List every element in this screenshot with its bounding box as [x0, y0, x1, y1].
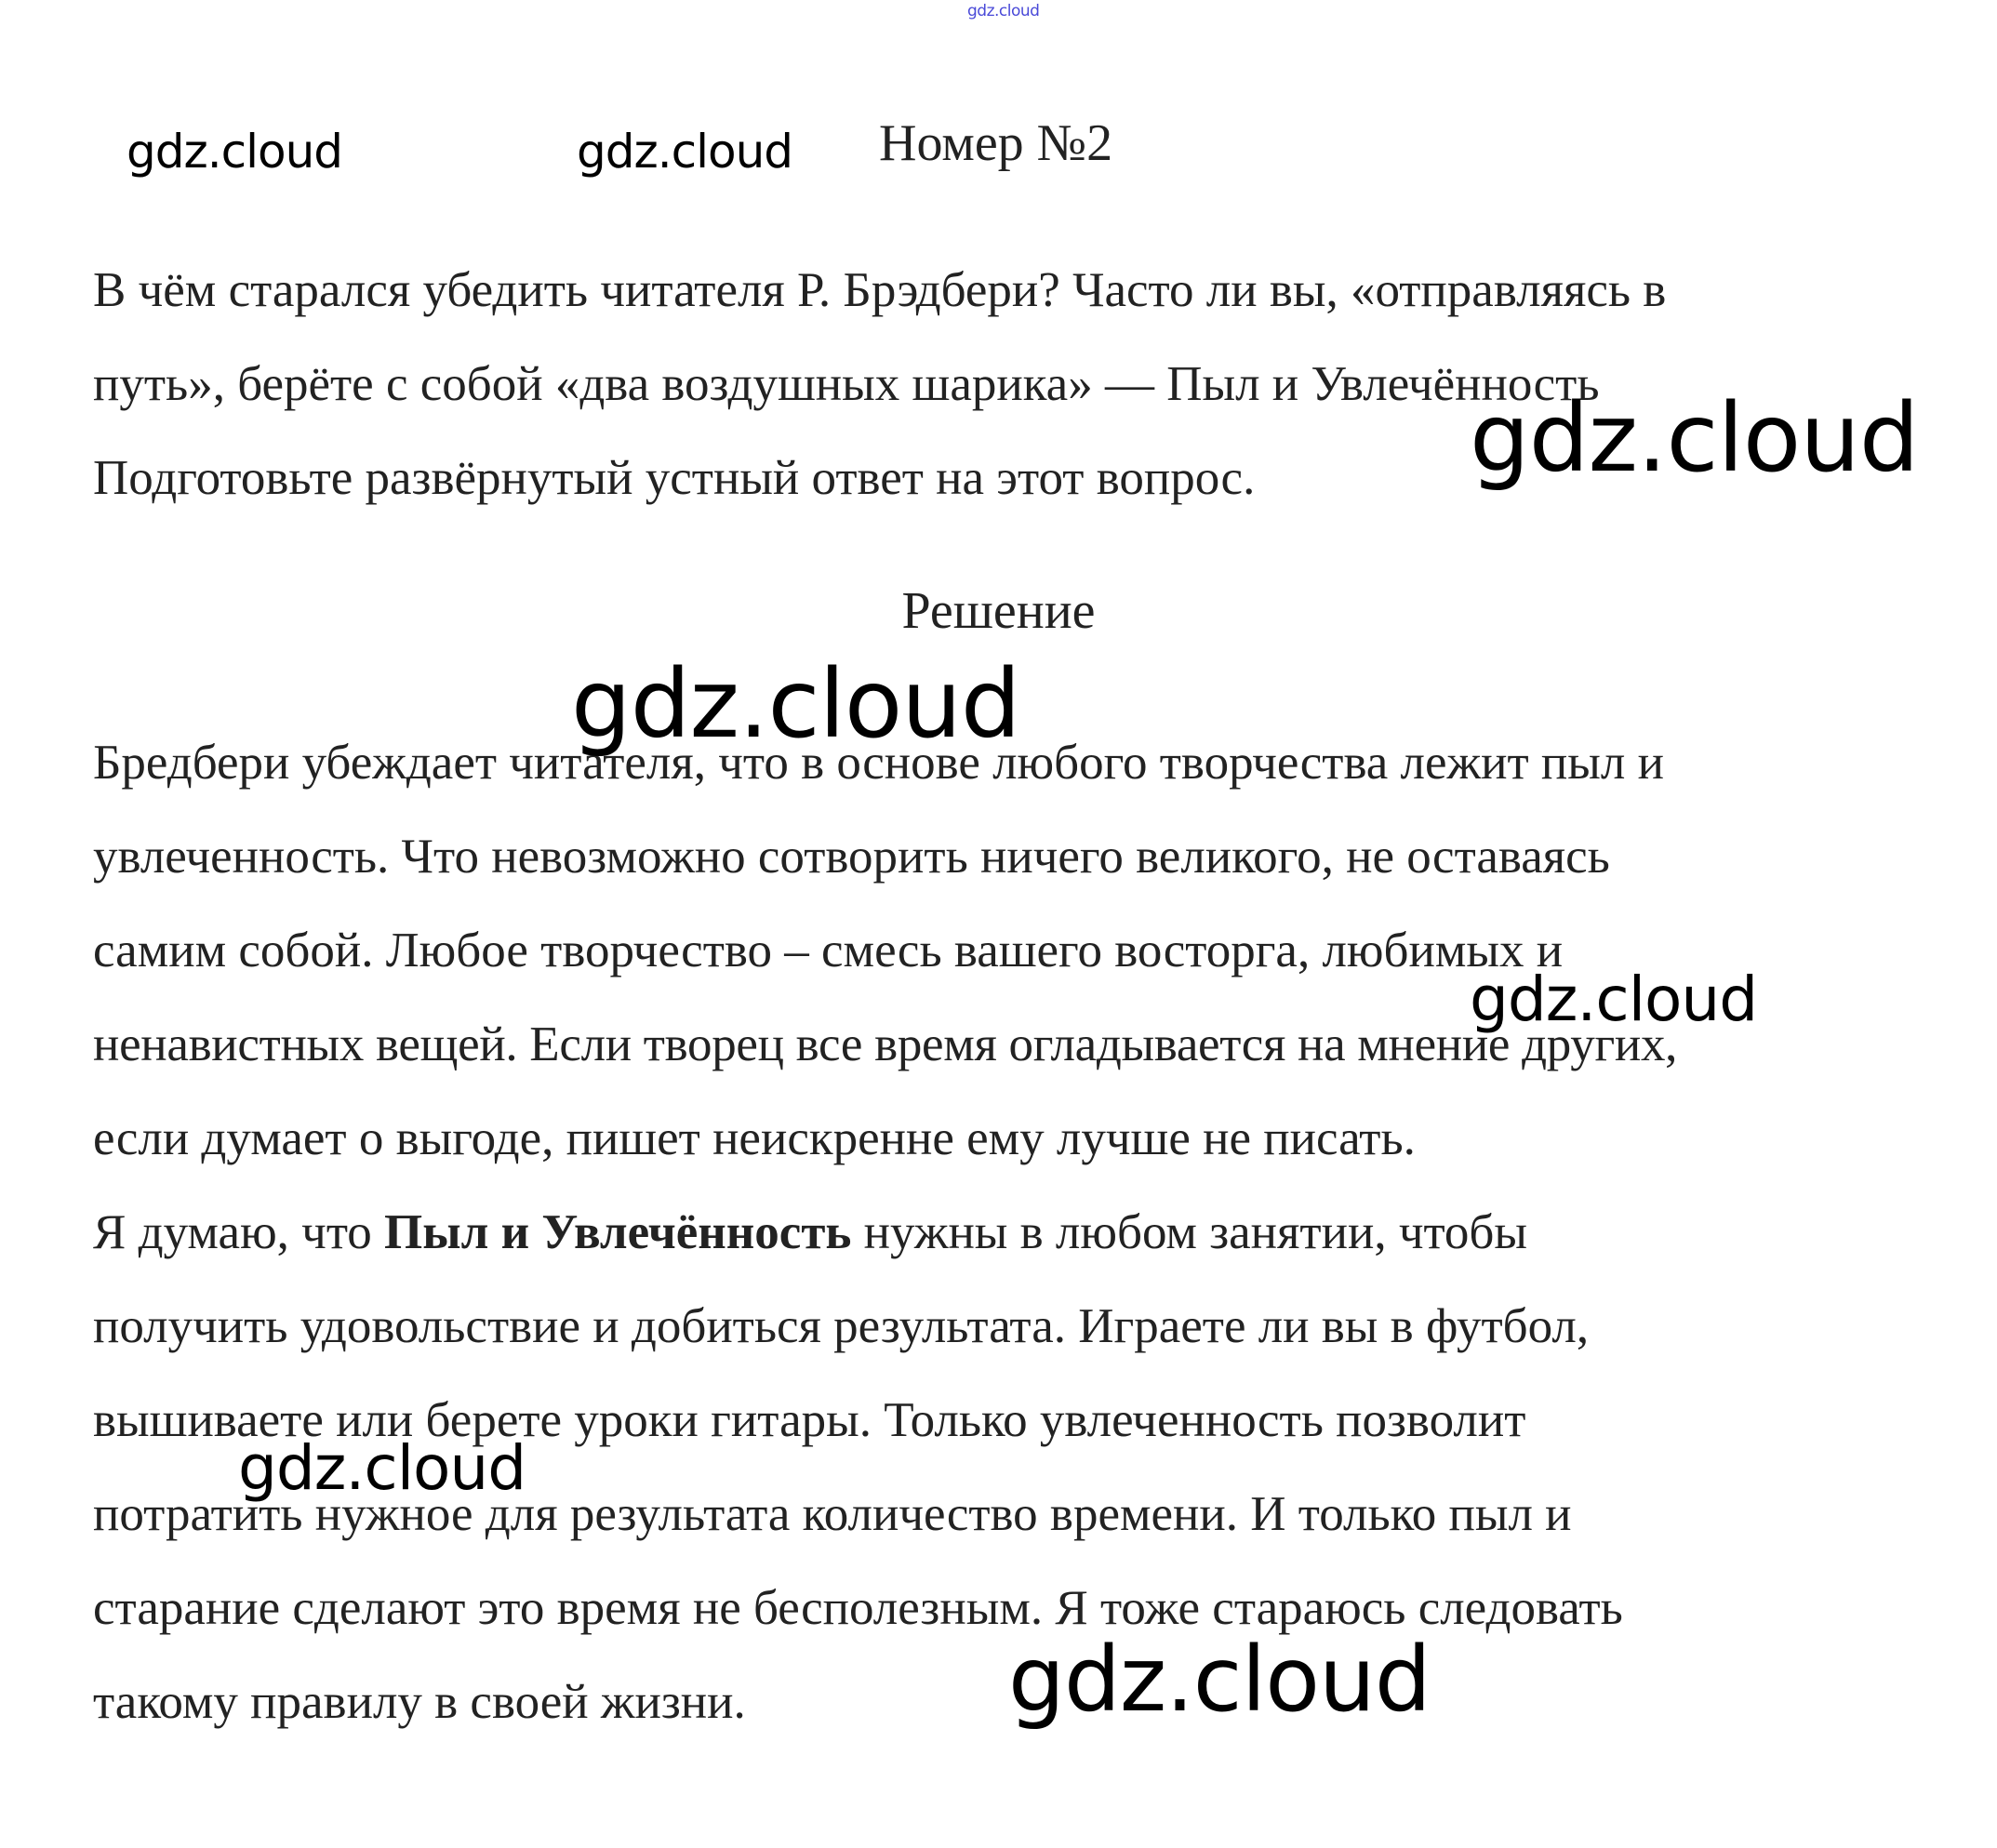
answer-line-with-bold: [93, 1186, 1981, 1280]
answer-line: если думает о выгоде, пишет неискренне ему лучше не писать.: [93, 1111, 1416, 1165]
answer-suffix: нужны в любом занятии, чтобы: [851, 1205, 1528, 1259]
watermark: gdz.cloud: [1470, 964, 1758, 1035]
answer-line: Бредбери убеждает читателя, что в основе любого творчества лежит пыл и: [93, 736, 1664, 790]
answer-line: вышиваете или берете уроки гитары. Только увлеченность позволит: [93, 1393, 1526, 1447]
answer-line: получить удовольствие и добиться результата. Играете ли вы в футбол,: [93, 1299, 1590, 1353]
answer-line: потратить нужное для результата количество времени. И только пыл и: [93, 1487, 1572, 1541]
watermark: gdz.cloud: [577, 125, 793, 179]
answer-bold-phrase: Пыл и Увлечённость: [384, 1205, 852, 1259]
watermark: gdz.cloud: [126, 125, 343, 179]
answer-line: самим собой. Любое творчество – смесь вашего восторга, любимых и: [93, 924, 1564, 977]
page-title: Номер №2: [879, 114, 1113, 172]
question-line: путь», берёте с собой «два воздушных шарика» — Пыл и Увлечённость: [93, 357, 1600, 411]
question-line: Подготовьте развёрнутый устный ответ на этот вопрос.: [93, 451, 1256, 505]
watermark: gdz.cloud: [1008, 1628, 1431, 1732]
solution-heading: Решение: [901, 582, 1096, 640]
top-watermark: gdz.cloud: [967, 2, 1040, 20]
question-line: В чём старался убедить читателя Р. Брэдбери? Часто ли вы, «отправляясь в: [93, 263, 1667, 317]
watermark: gdz.cloud: [571, 649, 1020, 760]
answer-prefix: Я думаю, что: [93, 1205, 385, 1259]
answer-text: [93, 716, 1981, 1749]
answer-line: увлеченность. Что невозможно сотворить ничего великого, не оставаясь: [93, 830, 1610, 884]
watermark: gdz.cloud: [1470, 383, 1919, 494]
watermark: gdz.cloud: [238, 1432, 526, 1504]
answer-line: такому правилу в своей жизни.: [93, 1675, 746, 1729]
answer-line: ненавистных вещей. Если творец все время огладывается на мнение других,: [93, 1017, 1678, 1071]
answer-line: старание сделают это время не бесполезным. Я тоже стараюсь следовать: [93, 1581, 1623, 1635]
